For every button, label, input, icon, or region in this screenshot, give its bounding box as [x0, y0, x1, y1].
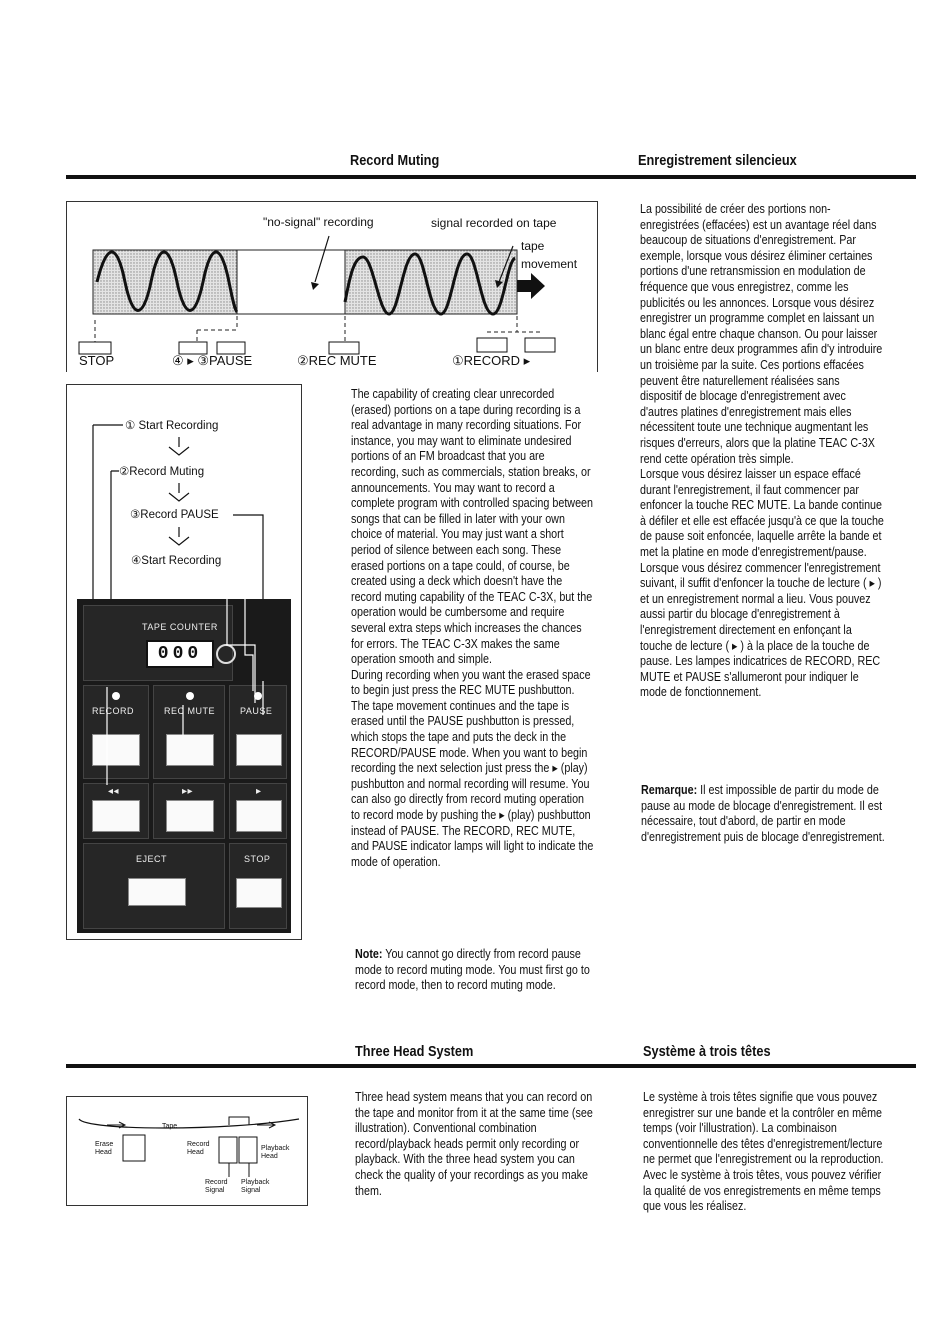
panel-leader-lines — [67, 385, 301, 939]
record-signal-caption: Record Signal — [205, 1179, 228, 1194]
tape-wave-svg — [67, 202, 597, 372]
panel-pause-label: PAUSE — [240, 706, 273, 716]
erase-head-caption: Erase Head — [95, 1141, 114, 1156]
record-muting-title-en: Record Muting — [350, 152, 440, 169]
panel-stop-label: STOP — [244, 854, 271, 864]
record-label: ①RECORD ▸ — [452, 353, 531, 368]
three-head-diagram — [66, 1096, 308, 1206]
note-paragraph — [355, 947, 598, 994]
remark-text: Il est impossible de partir du mode de pause au mode de blocage d'enregistrement. Il est nécessaire, tout d'abord, de partir en mode d'enregistrement puis de blocage d'enregistrement. — [641, 783, 885, 844]
playback-head-caption: Playback Head — [261, 1145, 290, 1160]
record-head-caption: Record Head — [187, 1141, 210, 1156]
fast-forward-icon: ▸▸ — [182, 786, 194, 797]
rec-mute-label: ②REC MUTE — [297, 353, 377, 368]
remark-paragraph — [641, 783, 885, 845]
record-muting-title-fr: Enregistrement silencieux — [638, 152, 797, 169]
three-head-text-en: Three head system means that you can record on the tape and monitor from it at the same time (see illustration). Conventional combination record/playback heads permit only recording or playback. With the three head system you can check the quality of your recordings as you make them. — [355, 1090, 593, 1198]
pause-label: ④ ▸ ③PAUSE — [172, 353, 253, 368]
note-label: Note: — [355, 947, 383, 961]
step-record-muting: ②Record Muting — [119, 466, 205, 478]
playback-signal-caption: Playback Signal — [241, 1179, 270, 1194]
three-head-title-fr: Système à trois têtes — [643, 1043, 771, 1060]
no-signal-label: "no-signal" recording — [263, 215, 374, 229]
tape-counter-label: TAPE COUNTER — [142, 622, 218, 632]
note-text: You cannot go directly from record pause mode to record muting mode. You must first go to record mode, then to record muting mode. — [355, 947, 590, 993]
movement-label: movement — [521, 257, 578, 271]
muting-diagram — [66, 201, 598, 372]
muting-text-fr: La possibilité de créer des portions non-enregistrées (effacées) est un avantage réel dans beaucoup de situations d'enregistrement. Par exemple, lorsque vous désirez éliminer certaines portions d'une retransmission en modulation de fréquence que vous enregistrez, comme les publicités ou les annonces. Lorsque vous désirez enregistrer un programme complet en laissant un blanc égal entre chaque chanson. Ou pour laisser un blanc entre deux programmes afin d'y introduire un troisième par la suite. Ces portions effacées peuvent être naturellement réalisées sans dispositif de blocage d'enregistrement avec d'autres platines d'enregistrement mais elles nécessitent toute une technique augmentant les risques d'erreurs, alors que la platine TEAC C-3X rend cette opération très simple. Lorsque vous désirez laisser un espace effacé durant l'enregistrement, il faut commencer par enfoncer la touche REC MUTE. La bande continue à défiler et elle est effacée jusqu'à ce que la touche de pause soit enfoncée, laquelle arrête la bande et met la platine en mode d'enregistrement/pause. Lorsque vous désirez commencer l'enregistrement suivant, il suffit d'enfoncer la touche de lecture ( ▸ ) et un enregistrement normal a lieu. Vous pouvez aussi partir du blocage d'enregistrement à l'enregistrement directement en enfonçant la touche de lecture ( ▸ ) à la place de la touche de pause. Les lampes indicatrices de RECORD, REC MUTE et PAUSE s'allumeront pour indiquer le mode de fonctionnement. — [640, 202, 884, 700]
panel-record-label: RECORD — [92, 706, 135, 716]
panel-rec-mute-label: REC MUTE — [164, 706, 215, 716]
play-icon: ▸ — [256, 786, 262, 797]
section-rule-bottom — [66, 1064, 916, 1068]
tape-label: tape — [521, 239, 545, 253]
step-start-recording: ① Start Recording — [125, 420, 219, 432]
section-rule-top — [66, 175, 916, 179]
tape-caption: Tape — [162, 1123, 178, 1130]
stop-label: STOP — [79, 353, 115, 368]
three-head-text-fr: Le système à trois têtes signifie que vous pouvez enregistrer sur une bande et la contrôler en même temps (voir l'illustration). La combinaison conventionnelle des têtes d'enregistrement/lecture ne permet que l'enregistrement ou la reproduction. Avec le système à trois têtes, vous pouvez vérifier la qualité de vos enregistrements en même temps que vous les réalisez. — [643, 1090, 884, 1214]
rewind-icon: ◂◂ — [108, 786, 120, 797]
step-record-pause: ③Record PAUSE — [130, 509, 219, 521]
eject-label: EJECT — [136, 854, 168, 864]
panel-diagram — [66, 384, 302, 940]
remark-label: Remarque: — [641, 783, 698, 797]
three-head-title-en: Three Head System — [355, 1043, 474, 1060]
signal-recorded-label: signal recorded on tape — [431, 216, 557, 230]
step-start-recording-again: ④Start Recording — [131, 555, 222, 567]
tape-counter-display: 000 — [146, 640, 214, 668]
muting-text-en: The capability of creating clear unrecorded (erased) portions on a tape during recording is a real advantage in many recording situations. For instance, you may want to eliminate undesired portions of an FM broadcast that you are recording, such as commercials, station breaks, or announcements. You may want to record a complete program with controlled spacing between songs that can be filled in later with your own choice of material. You may just want a short period of silence between each song. These erased portions on a tape could, of course, be created using a deck which doesn't have the record muting capability of the TEAC C-3X, but the operation would be cumbersome and require several extra steps which increases the chances for errors. The TEAC C-3X makes the same operation smooth and simple. During recording when you want the erased space to begin just press the REC MUTE pushbutton. The tape movement continues and the tape is erased until the PAUSE pushbutton is pressed, which stops the tape and puts the deck in the RECORD/PAUSE mode. When you want to begin recording the next selection just press the ▸ (play) pushbutton and normal recording will resume. You can also go directly from record muting operation to record mode by pushing the ▸ (play) pushbutton instead of PAUSE. The RECORD, REC MUTE, and PAUSE indicator lamps will light to indicate the mode of operation. — [351, 387, 594, 869]
